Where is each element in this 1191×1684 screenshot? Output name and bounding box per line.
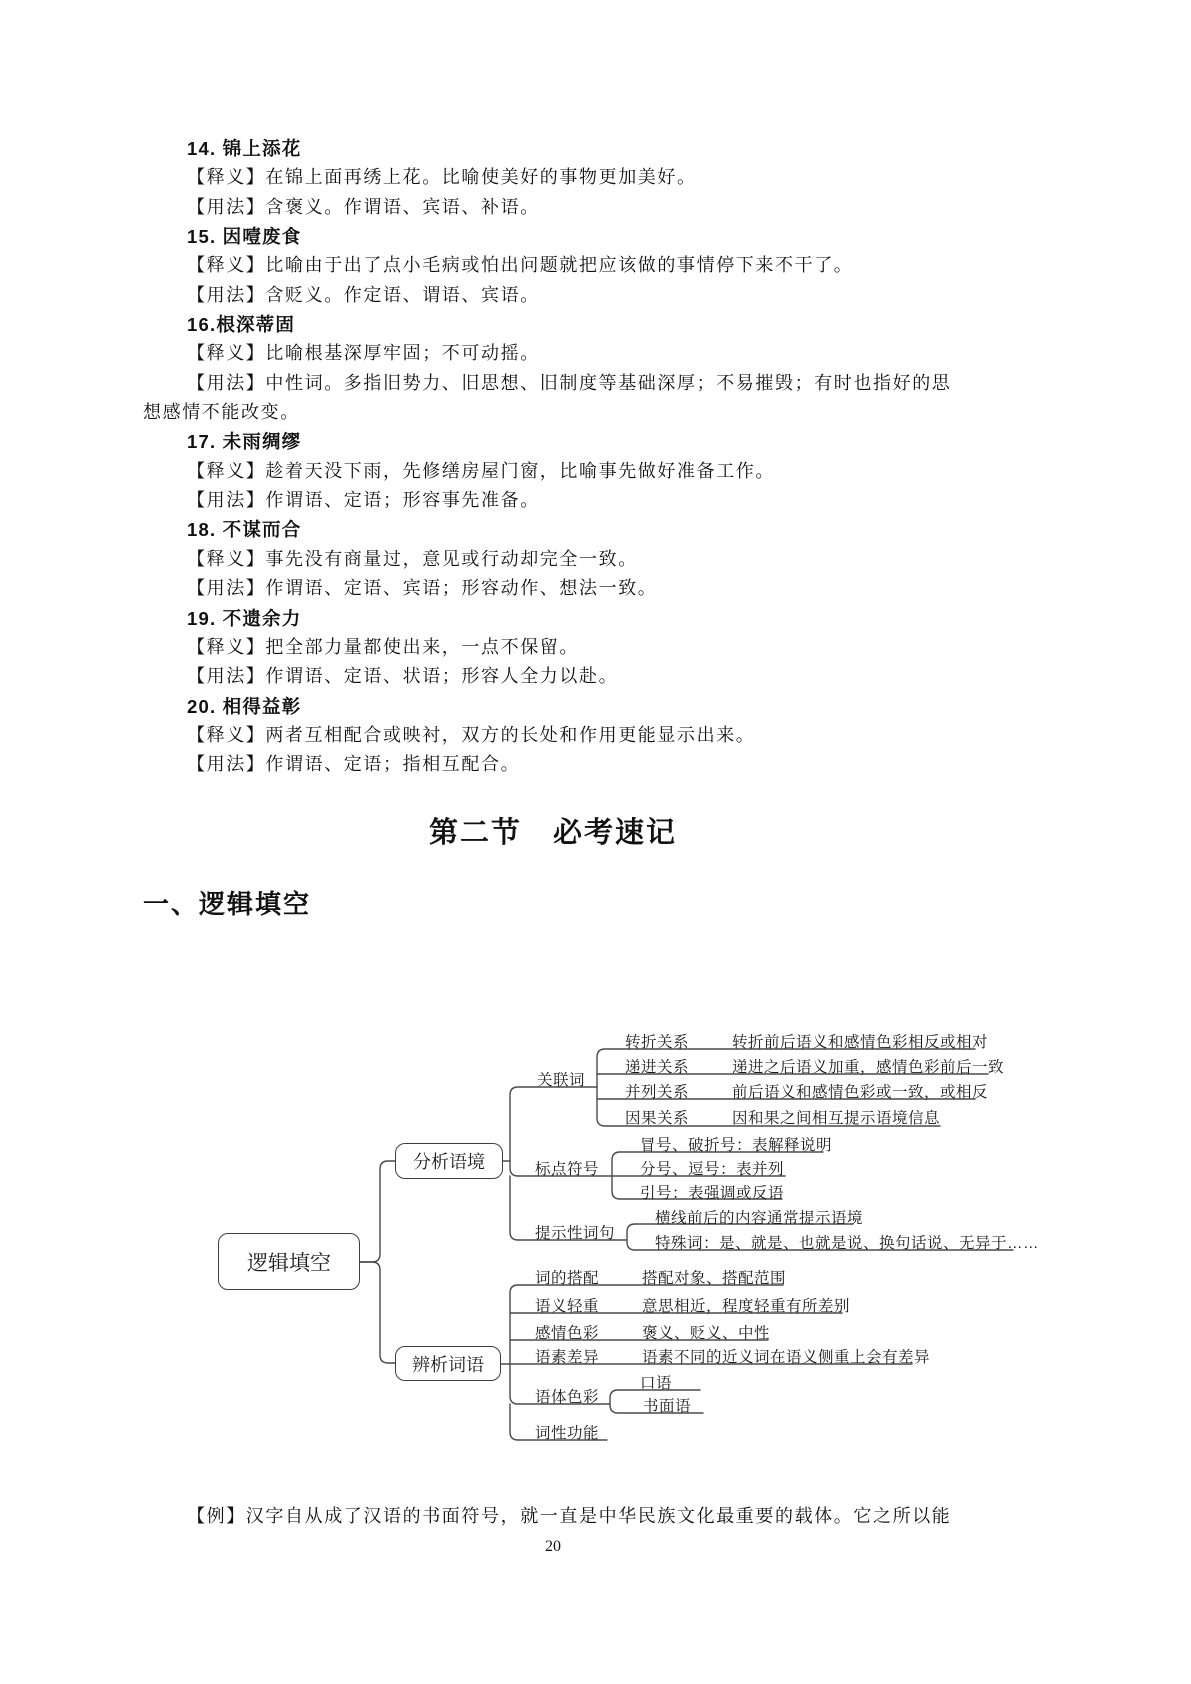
row-key: 语素差异 [535, 1349, 600, 1366]
page-number: 20 [545, 1538, 561, 1555]
idiom-definition: 【释义】两者互相配合或映衬，双方的长处和作用更能显示出来。 [187, 724, 756, 745]
idiom-usage: 【用法】作谓语、定语、状语；形容人全力以赴。 [187, 666, 619, 687]
row-value: 横线前后的内容通常提示语境 [655, 1210, 864, 1227]
idiom-usage: 【用法】作谓语、定语；指相互配合。 [187, 754, 521, 775]
example-sentence: 【例】汉字自从成了汉语的书面符号，就一直是中华民族文化最重要的载体。它之所以能 [187, 1506, 952, 1526]
row-value: 口语 [640, 1375, 673, 1392]
group-label-punctuation: 标点符号 [535, 1161, 600, 1178]
idiom-title: 19. 不遗余力 [187, 607, 302, 629]
idiom-definition: 【释义】事先没有商量过，意见或行动却完全一致。 [187, 548, 638, 569]
section-heading: 第二节 必考速记 [428, 817, 677, 849]
idiom-definition: 【释义】比喻根基深厚牢固；不可动摇。 [187, 343, 540, 364]
row-value: 转折前后语义和感情色彩相反或相对 [732, 1034, 989, 1051]
idiom-title: 20. 相得益彰 [187, 695, 302, 717]
idiom-title: 15. 因噎废食 [187, 226, 302, 248]
group-label-hint-words: 提示性词句 [535, 1225, 616, 1242]
row-value: 递进之后语义加重，感情色彩前后一致 [732, 1059, 1005, 1076]
row-key: 语义轻重 [535, 1298, 600, 1315]
idiom-title: 18. 不谋而合 [187, 519, 302, 541]
mindmap-branch-analyze-context: 分析语境 [395, 1143, 503, 1179]
row-key: 感情色彩 [535, 1325, 600, 1342]
row-key: 并列关系 [625, 1084, 690, 1101]
idiom-usage-wrap: 想感情不能改变。 [143, 402, 300, 423]
row-value: 前后语义和感情色彩或一致，或相反 [732, 1084, 989, 1101]
idiom-usage: 【用法】含贬义。作定语、谓语、宾语。 [187, 284, 540, 305]
row-value: 褒义、贬义、中性 [642, 1325, 771, 1342]
idiom-definition: 【释义】在锦上面再绣上花。比喻使美好的事物更加美好。 [187, 167, 697, 188]
idiom-title: 17. 未雨绸缪 [187, 431, 302, 453]
row-key: 词的搭配 [535, 1270, 600, 1287]
row-key: 词性功能 [535, 1425, 600, 1442]
row-value: 特殊词：是、就是、也就是说、换句话说、无异于…… [655, 1235, 1040, 1252]
row-key: 递进关系 [625, 1059, 690, 1076]
idiom-usage: 【用法】作谓语、定语；形容事先准备。 [187, 490, 540, 511]
mindmap-branch-distinguish-words: 辨析词语 [395, 1346, 501, 1381]
idiom-usage: 【用法】含褒义。作谓语、宾语、补语。 [187, 196, 540, 217]
row-value: 分号、逗号：表并列 [640, 1161, 785, 1178]
row-value: 语素不同的近义词在语义侧重上会有差异 [642, 1349, 931, 1366]
mindmap-root-node: 逻辑填空 [218, 1233, 360, 1290]
idiom-definition: 【释义】把全部力量都使出来，一点不保留。 [187, 636, 579, 657]
idiom-definition: 【释义】趁着天没下雨，先修缮房屋门窗，比喻事先做好准备工作。 [187, 460, 775, 481]
row-value: 冒号、破折号：表解释说明 [640, 1137, 833, 1154]
subsection-heading: 一、逻辑填空 [143, 889, 312, 919]
row-key: 语体色彩 [535, 1389, 600, 1406]
row-key: 因果关系 [625, 1110, 690, 1127]
row-value: 引号：表强调或反语 [640, 1185, 785, 1202]
idiom-title: 16.根深蒂固 [187, 314, 296, 336]
row-value: 书面语 [643, 1398, 692, 1415]
row-value: 意思相近，程度轻重有所差别 [642, 1298, 851, 1315]
row-key: 转折关系 [625, 1034, 690, 1051]
row-value: 因和果之间相互提示语境信息 [732, 1110, 941, 1127]
idiom-title: 14. 锦上添花 [187, 138, 302, 159]
idiom-definition: 【释义】比喻由于出了点小毛病或怕出问题就把应该做的事情停下来不干了。 [187, 255, 854, 276]
idiom-usage: 【用法】中性词。多指旧势力、旧思想、旧制度等基础深厚；不易摧毁；有时也指好的思 [187, 372, 952, 393]
idiom-usage: 【用法】作谓语、定语、宾语；形容动作、想法一致。 [187, 578, 658, 599]
row-value: 搭配对象、搭配范围 [642, 1270, 787, 1287]
group-label-conjunctions: 关联词 [537, 1072, 586, 1089]
